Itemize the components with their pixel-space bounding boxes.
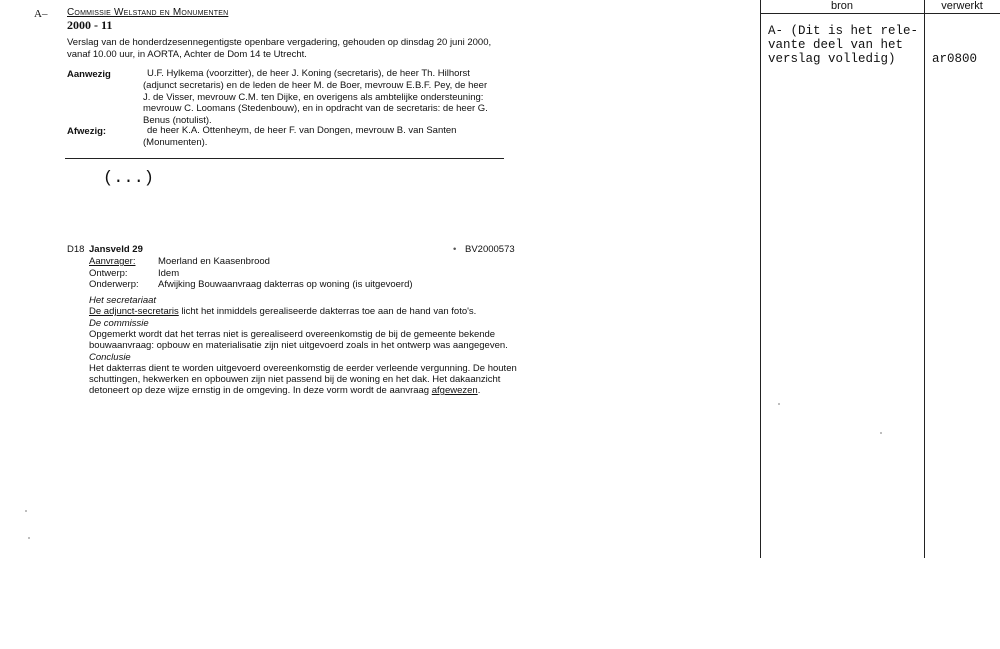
bron-note-line: vante deel van het bbox=[768, 38, 904, 52]
field-label-subject: Onderwerp: bbox=[89, 279, 139, 290]
omission-marker: (...) bbox=[103, 169, 155, 188]
absent-label: Afwezig: bbox=[67, 126, 107, 137]
conclusion-last-line bbox=[89, 385, 480, 396]
scan-speck bbox=[778, 403, 780, 405]
column-header-rule bbox=[760, 13, 1000, 14]
present-line: J. de Visser, mevrouw C.M. ten Dijke, en overigens als ambtelijke ondersteuning: bbox=[143, 92, 484, 103]
field-value-applicant: Moerland en Kaasenbrood bbox=[158, 256, 270, 267]
field-value-subject: Afwijking Bouwaanvraag dakterras op woning (is uitgevoerd) bbox=[158, 279, 413, 290]
scan-speck bbox=[25, 510, 27, 512]
conclusion-last-start: detoneert op deze wijze ernstig in de omgeving. In deze vorm wordt de aanvraag bbox=[89, 385, 432, 396]
scan-speck bbox=[880, 432, 882, 434]
verwerkt-column-header: verwerkt bbox=[941, 0, 983, 12]
field-label-applicant: Aanvrager: bbox=[89, 256, 136, 267]
absent-line: de heer K.A. Ottenheym, de heer F. van Dongen, mevrouw B. van Santen bbox=[147, 125, 457, 136]
item-code: D18 bbox=[67, 244, 85, 255]
item-address: Jansveld 29 bbox=[89, 244, 143, 255]
commission-line: bouwaanvraag: opbouw en materialisatie zijn niet uitgevoerd zoals in het ontwerp was aangegeven. bbox=[89, 340, 508, 351]
present-label: Aanwezig bbox=[67, 69, 111, 80]
present-line: U.F. Hylkema (voorzitter), de heer J. Koning (secretaris), de heer Th. Hilhorst bbox=[147, 68, 470, 79]
section-divider bbox=[65, 158, 504, 159]
conclusion-line: Het dakterras dient te worden uitgevoerd overeenkomstig de eerder verleende vergunning. De houten bbox=[89, 363, 517, 374]
secretariat-lead: De adjunct-secretaris bbox=[89, 306, 179, 317]
intro-line-2: vanaf 10.00 uur, in AORTA, Achter de Dom 14 te Utrecht. bbox=[67, 49, 307, 60]
present-line: Benus (notulist). bbox=[143, 115, 212, 126]
decision-rejected: afgewezen bbox=[431, 385, 478, 396]
conclusion-line: schuttingen, hekwerken en opbouwen zijn niet passend bij de woning en het dak. Het dakaanzicht bbox=[89, 374, 501, 385]
header-prefix: A– bbox=[34, 8, 48, 20]
meeting-number: 2000 - 11 bbox=[67, 18, 113, 32]
scan-speck bbox=[28, 537, 30, 539]
present-line: mevrouw C. Loomans (Stedenbouw), en in opdracht van de secretaris: de heer G. bbox=[143, 103, 488, 114]
secretariat-heading: Het secretariaat bbox=[89, 295, 157, 306]
intro-line-1: Verslag van de honderdzesennegentigste openbare vergadering, gehouden op dinsdag 20 juni 2000, bbox=[67, 37, 492, 48]
absent-line: (Monumenten). bbox=[143, 137, 208, 148]
present-line: (adjunct secretaris) en de leden de heer M. de Boer, mevrouw E.B.F. Pey, de heer bbox=[143, 80, 488, 91]
reference-bullet: • bbox=[453, 244, 457, 255]
conclusion-heading: Conclusie bbox=[89, 352, 131, 363]
verwerkt-code: ar0800 bbox=[932, 52, 978, 66]
column-divider-bron bbox=[760, 0, 761, 558]
bron-note-line: verslag volledig) bbox=[768, 52, 896, 66]
committee-title: Commissie Welstand en Monumenten bbox=[67, 7, 229, 18]
conclusion-period: . bbox=[477, 385, 481, 396]
bron-column-header: bron bbox=[830, 0, 854, 12]
secretariat-rest: licht het inmiddels gerealiseerde dakterras toe aan de hand van foto's. bbox=[178, 306, 477, 317]
item-reference: BV2000573 bbox=[465, 244, 515, 255]
secretariat-text bbox=[89, 306, 476, 317]
commission-line: Opgemerkt wordt dat het terras niet is gerealiseerd overeenkomstig de bij de gemeente bekende bbox=[89, 329, 496, 340]
field-value-design: Idem bbox=[158, 268, 180, 279]
field-label-design: Ontwerp: bbox=[89, 268, 128, 279]
commission-heading: De commissie bbox=[89, 318, 149, 329]
column-divider-verwerkt bbox=[924, 0, 925, 558]
bron-note-line: A- (Dit is het rele- bbox=[768, 24, 919, 38]
